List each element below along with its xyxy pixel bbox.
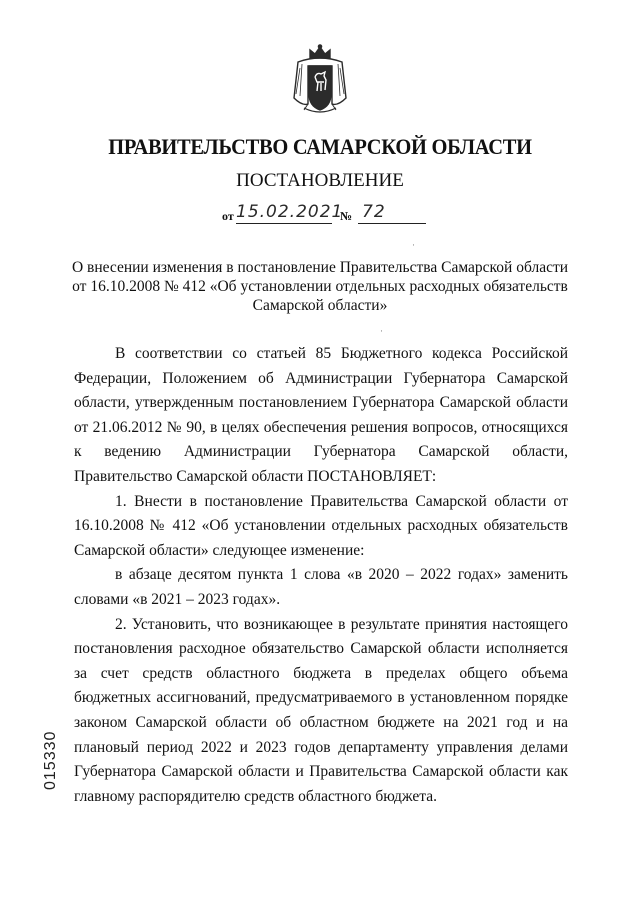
number-handwritten: 72 [362, 202, 386, 222]
subject-line: от 16.10.2008 № 412 «Об установлении отдельных расходных обязательств [72, 278, 568, 295]
paragraph-amendment: в абзаце десятом пункта 1 слова «в 2020 – 2022 годах» заменить словами «в 2021 – 2023 годах». [74, 566, 568, 608]
document-type: ПОСТАНОВЛЕНИЕ [236, 170, 404, 191]
date-handwritten: 15.02.2021 [236, 202, 344, 222]
date-number-line [222, 202, 442, 226]
scan-speck: · [412, 240, 415, 250]
date-prefix: от [222, 209, 234, 223]
number-prefix: № [340, 209, 353, 223]
government-title: ПРАВИТЕЛЬСТВО САМАРСКОЙ ОБЛАСТИ [108, 134, 532, 159]
subject-line: О внесении изменения в постановление Правительства Самарской области [71, 259, 569, 276]
scan-speck: · [380, 326, 383, 336]
number-underline [358, 223, 426, 224]
coat-of-arms-emblem [288, 44, 352, 116]
document-subject [60, 258, 580, 315]
paragraph-item-1: 1. Внести в постановление Правительства Самарской области от 16.10.2008 № 412 «Об установлении отдельных расходных обязательств Самарской области» следующее изменение: [74, 492, 568, 559]
paragraph-item-2: 2. Установить, что возникающее в результате принятия настоящего постановления расходное обязательство Самарской области исполняется за счет средств областного бюджета в пределах общего объема бюджетных ассигнований, предусматриваемого в установленном порядке законом Самарской области об областном бюджете на 2021 год и на плановый период 2022 и 2023 годов департаменту управления делами Губернатора Самарской области и Правительства Самарской области как главному распорядителю средств областного бюджета. [74, 615, 568, 805]
side-registration-number: 015330 [42, 730, 59, 790]
document-body [74, 342, 568, 809]
paragraph-preamble: В соответствии со статьей 85 Бюджетного кодекса Российской Федерации, Положением об Администрации Губернатора Самарской области, утвержденным постановлением Губернатора Самарской области от 21.06.2012 № 90, в целях обеспечения решения вопросов, относящихся к ведению Администрации Губернатора Самарской области, Правительство Самарской области ПОСТАНОВЛЯЕТ: [74, 345, 568, 485]
date-underline [236, 223, 332, 224]
subject-line: Самарской области» [252, 297, 388, 314]
